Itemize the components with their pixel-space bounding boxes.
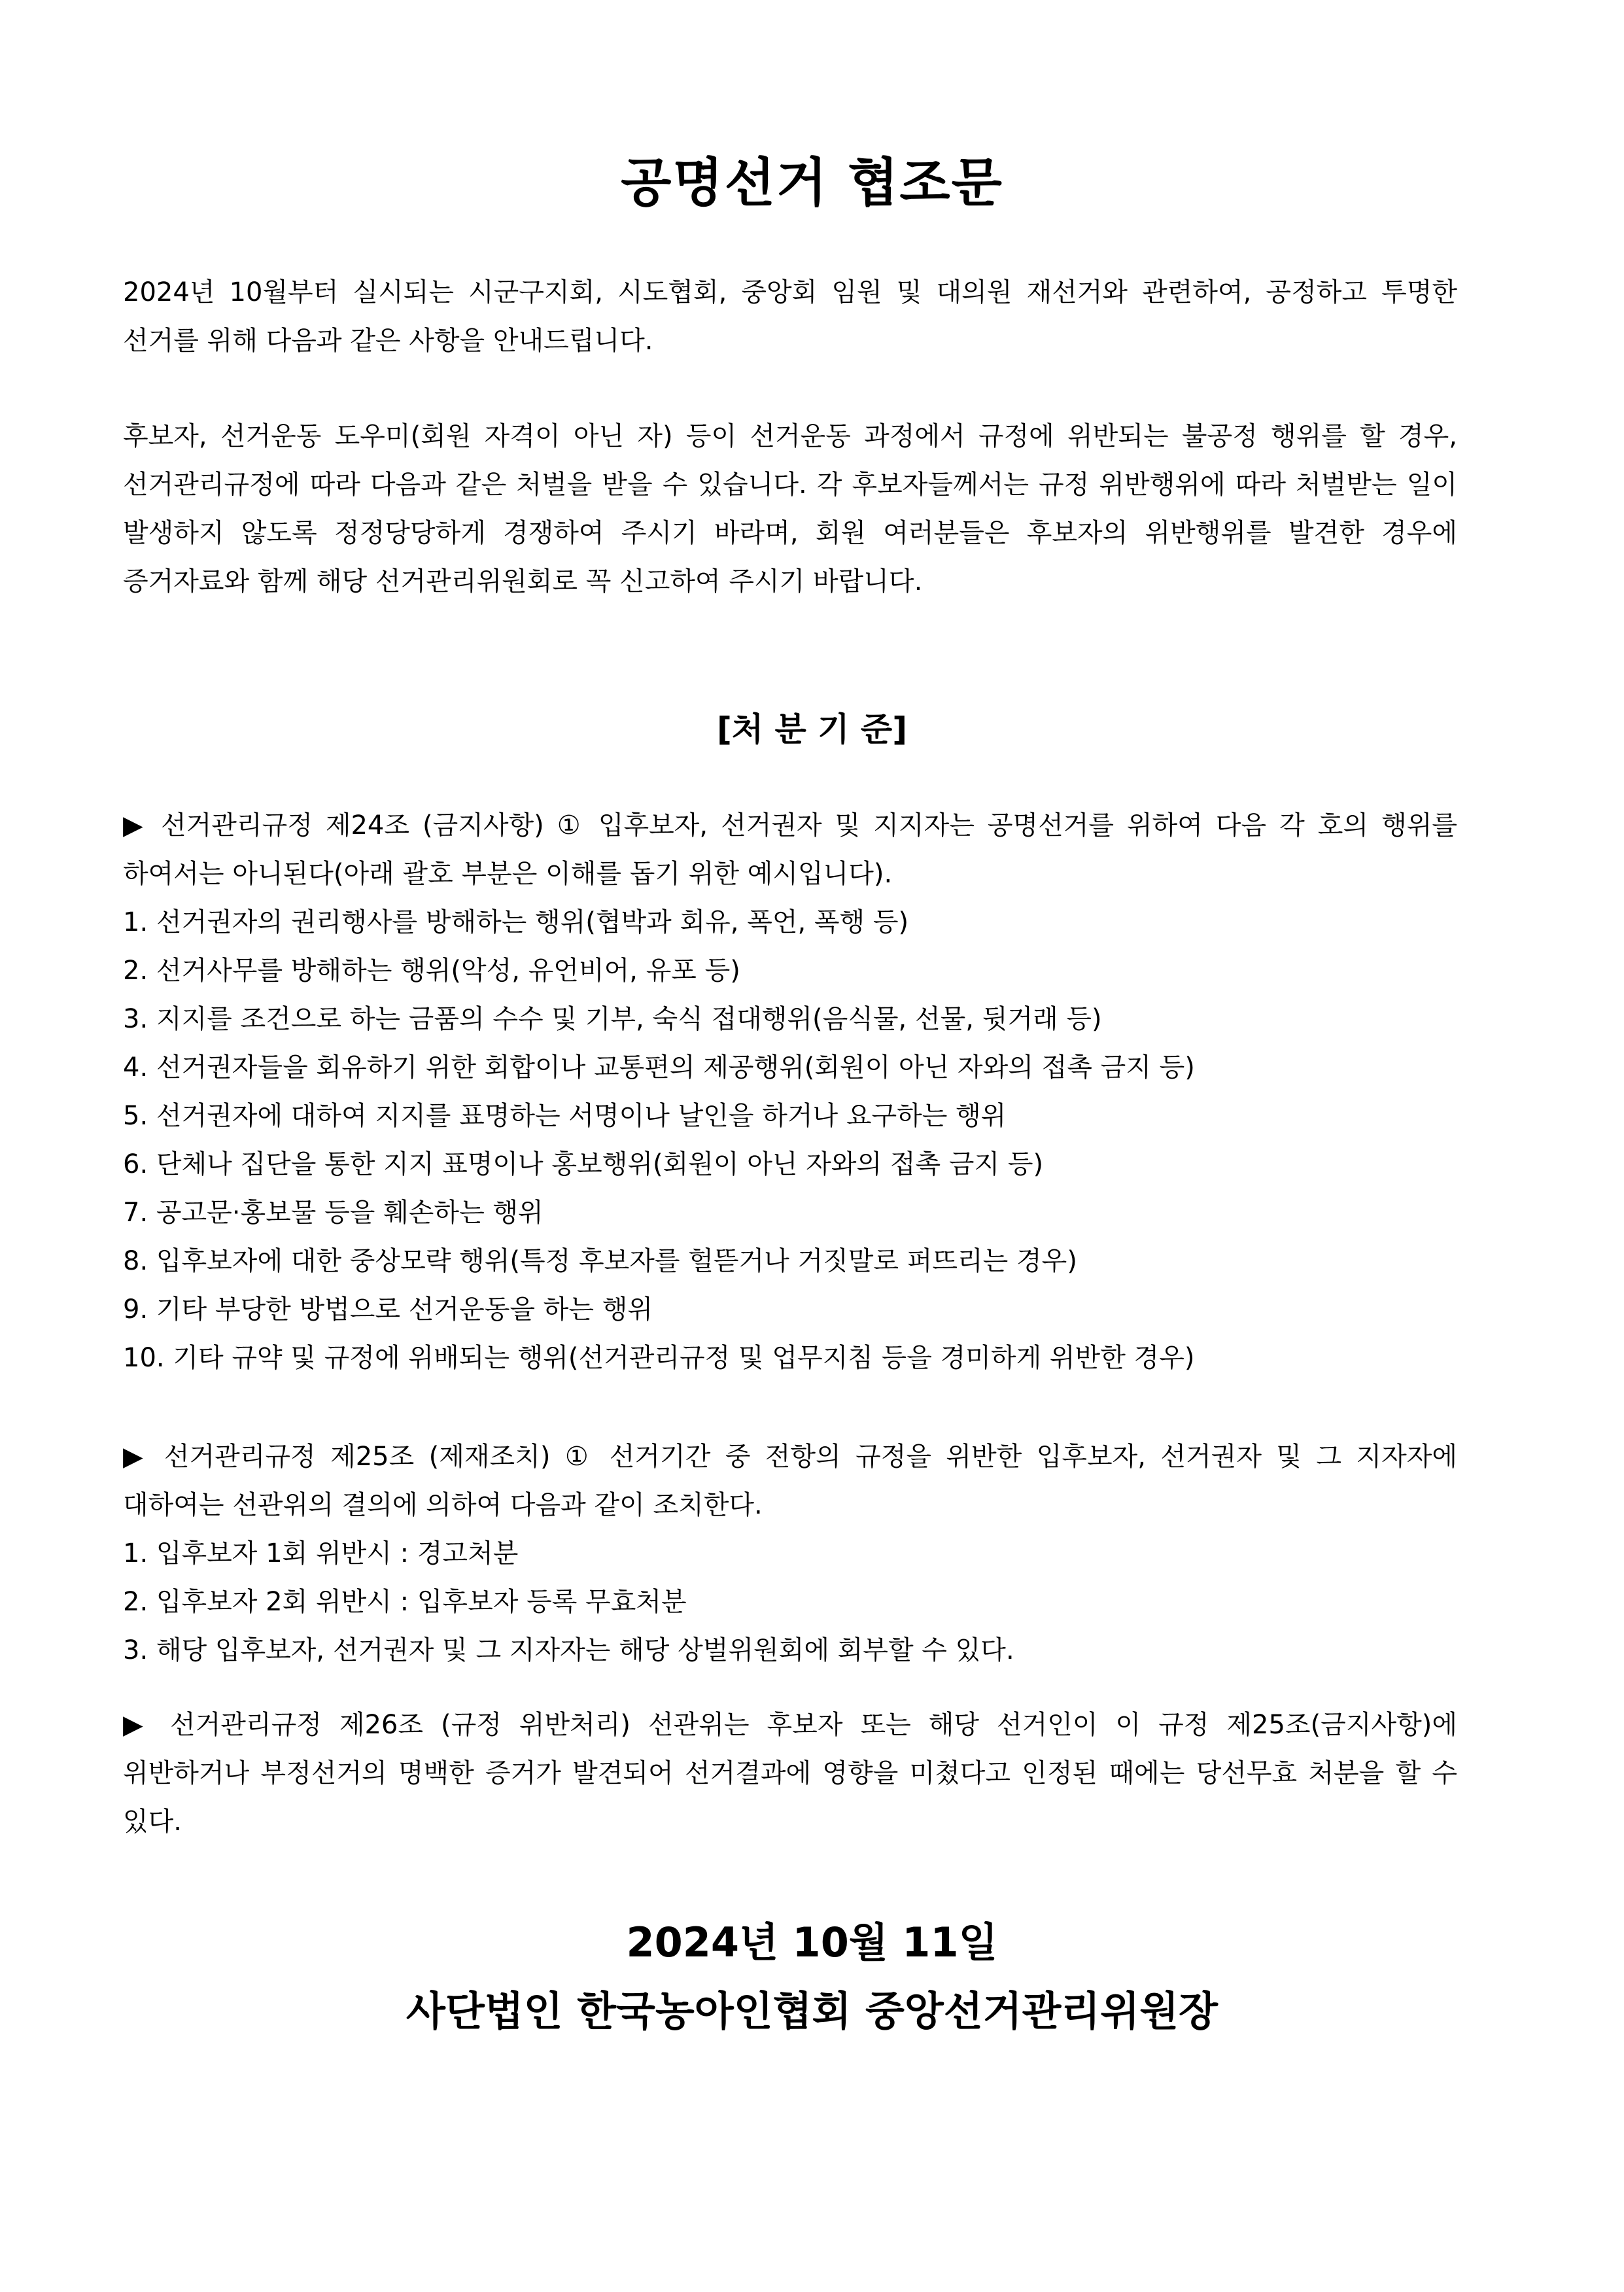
rule-24-lead: ▶ 선거관리규정 제24조 (금지사항) ① 입후보자, 선거권자 및 지지자는 공명선거를 위하여 다음 각 호의 행위를 하여서는 아니된다(아래 괄호 부분은 이해를 돕기 위한 예시입니다). — [123, 810, 1457, 889]
rule-25-section — [123, 1432, 1457, 1675]
rule-25-item-2: 2. 입후보자 2회 위반시 : 입후보자 등록 무효처분 — [123, 1587, 687, 1617]
notice-text: 후보자, 선거운동 도우미(회원 자격이 아닌 자) 등이 선거운동 과정에서 규정에 위반되는 불공정 행위를 할 경우, 선거관리규정에 따라 다음과 같은 처벌을 받을 수 있습니다. 각 후보자들께서는 규정 위반행위에 따라 처벌받는 일이 발생하지 않도록 정정당당하게 경쟁하여 주시기 바라며, 회원 여러분들은 후보자의 위반행위를 발견한 경우에 증거자료와 함께 해당 선거관리위원회로 꼭 신고하여 주시기 바랍니다. — [123, 421, 1457, 597]
rule-24-item-6: 6. 단체나 집단을 통한 지지 표명이나 홍보행위(회원이 아닌 자와의 접촉 금지 등) — [123, 1149, 1044, 1179]
rule-26-lead: ▶ 선거관리규정 제26조 (규정 위반처리) 선관위는 후보자 또는 해당 선거인이 이 규정 제25조(금지사항)에 위반하거나 부정선거의 명백한 증거가 발견되어 선거결과에 영향을 미쳤다고 인정된 때에는 당선무효 처분을 할 수 있다. — [123, 1710, 1457, 1837]
rule-25-lead: ▶ 선거관리규정 제25조 (제재조치) ① 선거기간 중 전항의 규정을 위반한 입후보자, 선거권자 및 그 지자자에 대하여는 선관위의 결의에 의하여 다음과 같이 조치한다. — [123, 1442, 1457, 1520]
rule-24-item-8: 8. 입후보자에 대한 중상모략 행위(특정 후보자를 헐뜯거나 거짓말로 퍼뜨리는 경우) — [123, 1246, 1077, 1276]
rule-24-item-2: 2. 선거사무를 방해하는 행위(악성, 유언비어, 유포 등) — [123, 956, 740, 986]
rule-24-item-9: 9. 기타 부당한 방법으로 선거운동을 하는 행위 — [123, 1294, 653, 1325]
rule-24-item-3: 3. 지지를 조건으로 하는 금품의 수수 및 기부, 숙식 접대행위(음식물, 선물, 뒷거래 등) — [123, 1004, 1102, 1034]
rule-24-item-7: 7. 공고문·홍보물 등을 훼손하는 행위 — [123, 1198, 544, 1228]
section-heading: [처 분 기 준] — [716, 710, 908, 748]
intro-text: 2024년 10월부터 실시되는 시군구지회, 시도협회, 중앙회 임원 및 대의원 재선거와 관련하여, 공정하고 투명한 선거를 위해 다음과 같은 사항을 안내드립니다. — [123, 277, 1457, 356]
rule-24-section — [123, 801, 1457, 1382]
notice-paragraph — [123, 412, 1457, 606]
rule-26-section — [123, 1701, 1457, 1846]
document-signer: 사단법인 한국농아인협회 중앙선거관리위원장 — [406, 1987, 1218, 2035]
rule-25-item-1: 1. 입후보자 1회 위반시 : 경고처분 — [123, 1538, 519, 1569]
rule-24-item-4: 4. 선거권자들을 회유하기 위한 회합이나 교통편의 제공행위(회원이 아닌 자와의 접촉 금지 등) — [123, 1052, 1195, 1083]
intro-paragraph — [123, 268, 1457, 365]
document-title: 공명선거 협조문 — [621, 152, 1003, 213]
rule-24-item-5: 5. 선거권자에 대하여 지지를 표명하는 서명이나 날인을 하거나 요구하는 행위 — [123, 1101, 1007, 1131]
rule-24-item-10: 10. 기타 규약 및 규정에 위배되는 행위(선거관리규정 및 업무지침 등을 경미하게 위반한 경우) — [123, 1343, 1195, 1373]
rule-24-item-1: 1. 선거권자의 권리행사를 방해하는 행위(협박과 회유, 폭언, 폭행 등) — [123, 907, 909, 937]
rule-25-item-3: 3. 해당 입후보자, 선거권자 및 그 지자자는 해당 상벌위원회에 회부할 수 있다. — [123, 1635, 1014, 1665]
document-date: 2024년 10월 11일 — [626, 1919, 998, 1966]
